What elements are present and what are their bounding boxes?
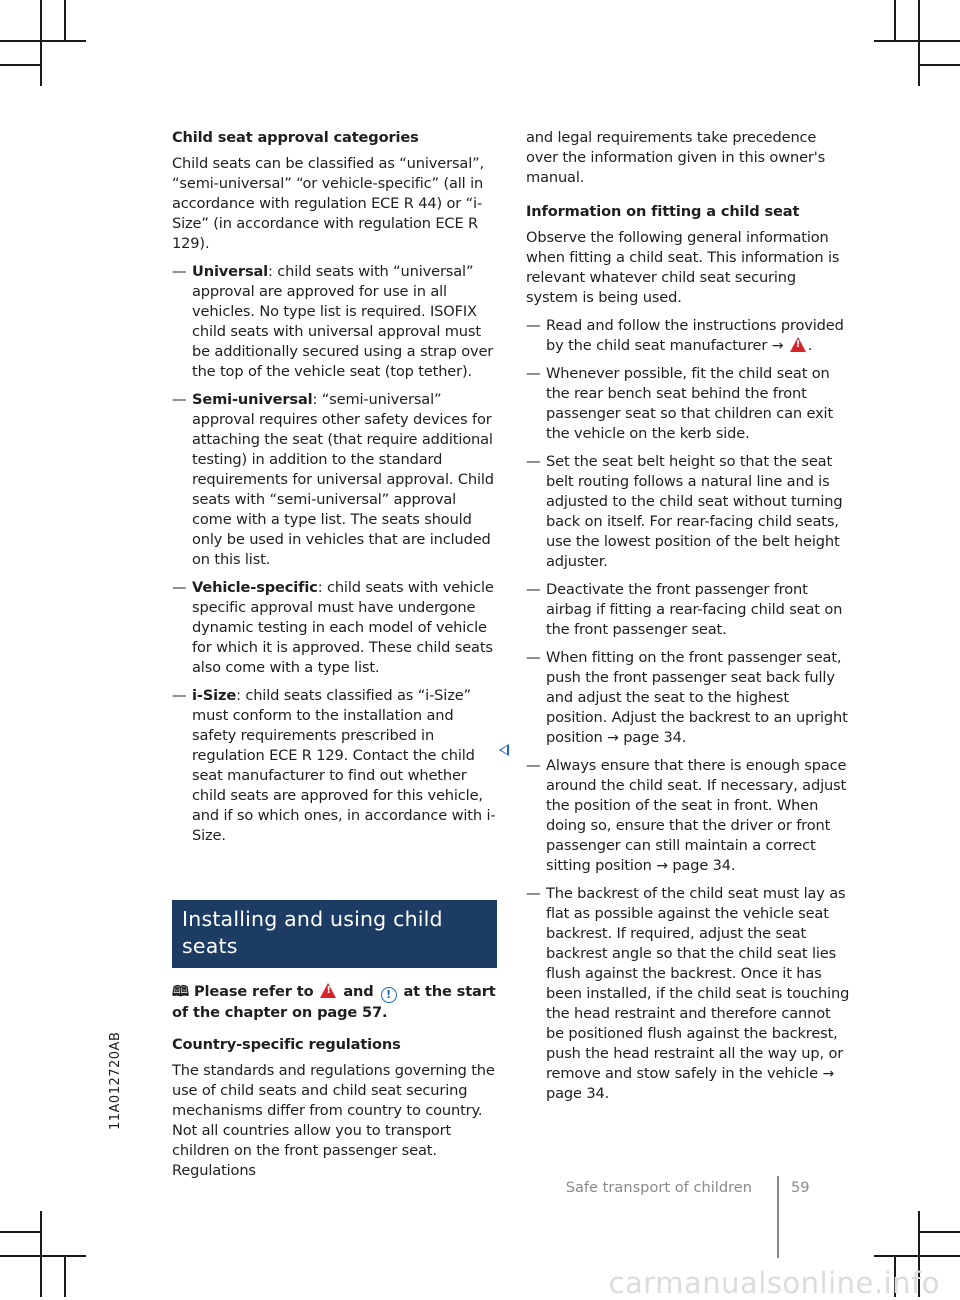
list-item (526, 884, 851, 1104)
crop-mark (920, 64, 960, 66)
continuation-text: and legal requirements take precedence over the information given in this owner's manual. (526, 129, 826, 186)
term: Vehicle-specific (192, 579, 318, 596)
crop-mark (874, 40, 960, 42)
fitting-intro: Observe the following general information when fitting a child seat. This information is relevant whatever child seat securing system is being used. (526, 229, 840, 306)
dash-bullet: — (526, 649, 541, 666)
list-item (172, 578, 497, 678)
fitting-list (526, 316, 851, 1104)
crop-mark (0, 40, 86, 42)
dash-bullet: — (526, 365, 541, 382)
page-number: 59 (791, 1179, 810, 1196)
list-item (172, 390, 497, 570)
item-text: Whenever possible, fit the child seat on the rear bench seat behind the front passenger seat so that children can exit the vehicle on the kerb side. (546, 365, 834, 442)
categories-list (172, 262, 497, 846)
dash-bullet: — (172, 579, 187, 596)
list-item (172, 262, 497, 382)
item-text: Deactivate the front passenger front airbag if fitting a rear-facing child seat on the front passenger seat. (546, 581, 843, 638)
refer-suffix: at the start of the chapter on page 57. (172, 983, 496, 1021)
country-heading: Country-specific regulations (172, 1036, 401, 1053)
page-link[interactable]: page 34. (546, 1085, 610, 1102)
categories-heading: Child seat approval categories (172, 129, 419, 146)
arrow-icon: → (607, 730, 619, 746)
crop-mark (920, 1231, 960, 1233)
page-link[interactable]: page 34. (623, 729, 687, 746)
term-text: : “semi-universal” approval requires other safety devices for attaching the seat (that require additional testing) in addition to the standard requirements for universal approval. Child seats with “semi-universal” approval come with a type list. The seats should only be used in vehicles that are included on this list. (192, 391, 494, 568)
dash-bullet: — (526, 885, 541, 902)
term-text: : child seats with vehicle specific approval must have undergone dynamic testing in each model of vehicle for which it is approved. These child seats also come with a type list. (192, 579, 494, 676)
document-code: 11A012720AB (108, 1031, 123, 1130)
crop-mark (874, 1255, 960, 1257)
refer-and: and (343, 983, 374, 1000)
item-text: Always ensure that there is enough space around the child seat. If necessary, adjust the position of the seat in front. When doing so, ensure that the driver or front passenger can still maintain a correct sitting position (546, 757, 847, 874)
country-text: The standards and regulations governing the use of child seats and child seat securing mechanisms differ from country to country. Not all countries allow you to transport children on the front passenger seat. Regulations (172, 1062, 495, 1179)
term: Universal (192, 263, 269, 280)
crop-mark (40, 1211, 42, 1297)
dash-bullet: — (172, 391, 187, 408)
item-text: Read and follow the instructions provided by the child seat manufacturer (546, 317, 844, 354)
list-item (526, 580, 851, 640)
arrow-icon: → (771, 338, 784, 354)
crop-mark (64, 1257, 66, 1297)
list-item (526, 648, 851, 748)
warning-triangle-icon (790, 337, 806, 352)
page-link[interactable]: page 34. (672, 857, 736, 874)
term-text: : child seats with “universal” approval are approved for use in all vehicles. No type list is required. ISOFIX child seats with universal approval must be additionally secured using a strap over the top of the vehicle seat (top tether). (192, 263, 494, 380)
crop-mark (40, 0, 42, 86)
dash-bullet: — (526, 581, 541, 598)
crop-mark (0, 64, 40, 66)
book-icon: 🕮 (172, 983, 190, 1000)
list-item (172, 686, 497, 846)
arrow-icon: → (656, 858, 668, 874)
crop-mark (0, 1231, 40, 1233)
categories-intro: Child seats can be classified as “universal”, “semi-universal” “or vehicle-specific” (all in accordance with regulation ECE R 44) or “i-Size” (in accordance with regulation ECE R 129). (172, 155, 484, 252)
dash-bullet: — (172, 687, 187, 704)
term-text: : child seats classified as “i-Size” must conform to the installation and safety requirements prescribed in regulation ECE R 129. Contact the child seat manufacturer to find out whether child seats are approved for this vehicle, and if so which ones, in accordance with i-Size. (192, 687, 496, 844)
notice-circle-icon: ! (381, 987, 397, 1003)
arrow-icon: → (822, 1066, 835, 1082)
refer-prefix: Please refer to (194, 983, 314, 1000)
end-of-section-icon (499, 744, 509, 756)
watermark: carmanualsonline.info (608, 1266, 940, 1300)
right-column (526, 128, 851, 1112)
crop-mark (894, 0, 896, 40)
term: Semi-universal (192, 391, 313, 408)
period: . (807, 337, 813, 354)
item-text: When fitting on the front passenger seat, push the front passenger seat back fully and adjust the seat to the highest position. Adjust the backrest to an upright position (546, 649, 848, 746)
dash-bullet: — (526, 317, 541, 334)
item-text: Set the seat belt height so that the seat belt routing follows a natural line and is adjusted to the child seat without turning back on itself. For rear-facing child seats, use the lowest position of the belt height adjuster. (546, 453, 843, 570)
dash-bullet: — (526, 757, 541, 774)
footer-divider (777, 1176, 779, 1258)
item-text: The backrest of the child seat must lay as flat as possible against the vehicle seat backrest. If required, adjust the seat backrest angle so that the child seat lies flush against the backrest. Once it has been installed, if the child seat is touching the head restraint and therefore cannot be positioned flush against the backrest, push the head restraint all the way up, or remove and stow safely in the vehicle (546, 885, 850, 1082)
dash-bullet: — (526, 453, 541, 470)
crop-mark (64, 0, 66, 40)
list-item (526, 756, 851, 876)
list-item (526, 316, 851, 356)
dash-bullet: — (172, 263, 187, 280)
term: i-Size (192, 687, 237, 704)
footer-section-title: Safe transport of children (565, 1179, 752, 1196)
left-column (172, 128, 497, 1189)
list-item (526, 452, 851, 572)
crop-mark (0, 1255, 86, 1257)
warning-triangle-icon (320, 983, 336, 998)
crop-mark (918, 0, 920, 86)
section-title: Installing and using child seats (172, 900, 497, 968)
refer-note (172, 982, 497, 1023)
list-item (526, 364, 851, 444)
fitting-heading: Information on fitting a child seat (526, 203, 800, 220)
